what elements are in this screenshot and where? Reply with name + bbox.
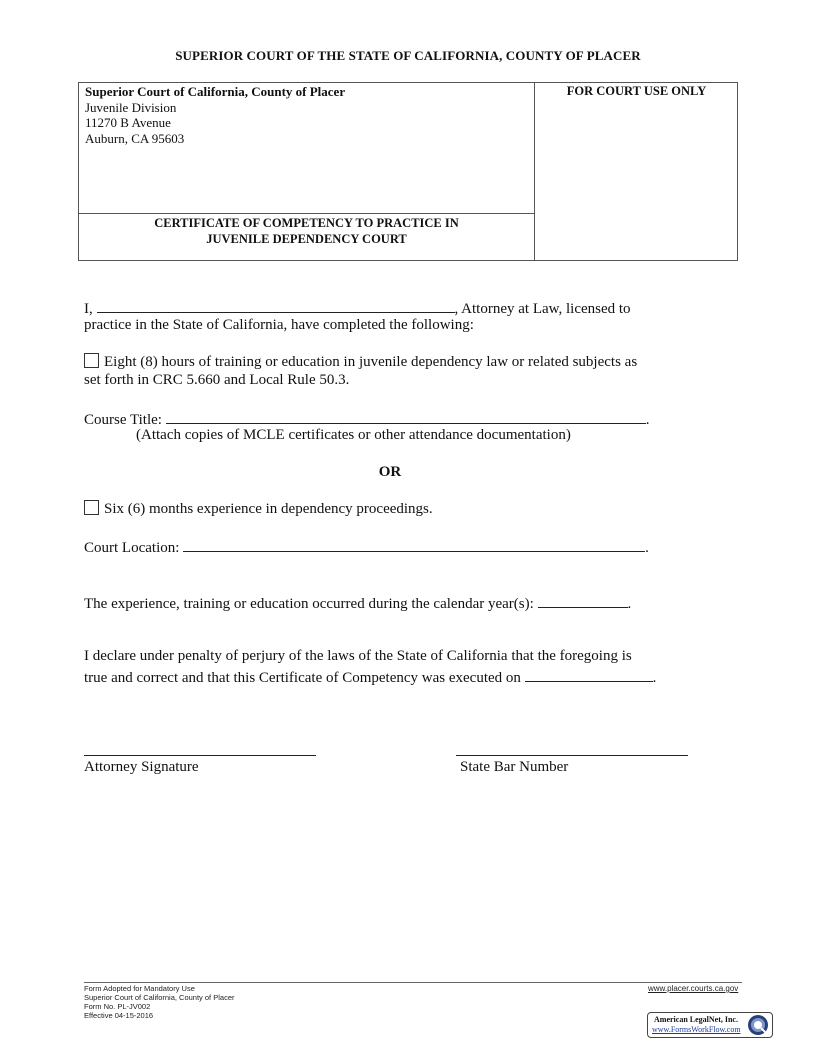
- intro-line-2: practice in the State of California, have completed the following:: [84, 317, 474, 333]
- court-location-line: [84, 537, 649, 557]
- court-heading: SUPERIOR COURT OF THE STATE OF CALIFORNIA, COUNTY OF PLACER: [175, 48, 641, 63]
- option-training-line-2: set forth in CRC 5.660 and Local Rule 50.3.: [84, 372, 350, 388]
- calendar-years-field[interactable]: [538, 593, 628, 608]
- course-title-line: [84, 409, 649, 429]
- form-info-line: Form No. PL-JV002: [84, 1002, 151, 1011]
- period: .: [627, 596, 632, 612]
- publisher-name: American LegalNet, Inc.: [654, 1015, 738, 1024]
- training-checkbox[interactable]: [84, 353, 99, 368]
- intro-suffix: , Attorney at Law, licensed to: [454, 301, 631, 317]
- option-experience: [84, 500, 433, 518]
- declaration-line-1: I declare under penalty of perjury of the laws of the State of California that the foregoing is: [84, 648, 632, 664]
- publisher-logo-icon: [747, 1014, 769, 1036]
- option-experience-text: Six (6) months experience in dependency proceedings.: [104, 501, 433, 517]
- course-title-field[interactable]: [166, 409, 646, 424]
- attorney-signature-label: Attorney Signature: [84, 759, 199, 775]
- option-training: [84, 353, 637, 371]
- certificate-title-line: JUVENILE DEPENDENCY COURT: [206, 232, 407, 246]
- court-address-cell: [79, 83, 535, 214]
- address-line: Juvenile Division: [85, 99, 177, 115]
- declaration-text: true and correct and that this Certificate of Competency was executed on: [84, 670, 521, 686]
- address-line: 11270 B Avenue: [85, 115, 171, 130]
- attach-note: (Attach copies of MCLE certificates or other attendance documentation): [136, 427, 571, 443]
- form-info-line: Superior Court of California, County of Placer: [84, 993, 235, 1002]
- state-bar-number-label: State Bar Number: [460, 759, 569, 775]
- attorney-name-field[interactable]: [97, 298, 455, 313]
- period: .: [652, 670, 657, 686]
- years-text: The experience, training or education occurred during the calendar year(s):: [84, 596, 534, 612]
- caption-box: [78, 82, 738, 261]
- court-location-field[interactable]: [183, 537, 645, 552]
- or-separator: OR: [378, 464, 402, 480]
- period: .: [645, 412, 650, 428]
- form-info-line: Effective 04-15-2016: [84, 1011, 154, 1020]
- address-line: Auburn, CA 95603: [85, 130, 185, 146]
- form-info-line: Form Adopted for Mandatory Use: [84, 984, 195, 993]
- court-location-label: Court Location:: [84, 540, 180, 556]
- attorney-signature-field[interactable]: [84, 755, 316, 756]
- publisher-link[interactable]: www.FormsWorkFlow.com: [652, 1025, 741, 1034]
- declaration-line-2: [84, 667, 656, 687]
- intro-line: [84, 298, 631, 318]
- court-use-only-label: FOR COURT USE ONLY: [566, 84, 707, 98]
- experience-checkbox[interactable]: [84, 500, 99, 515]
- certificate-title-line: CERTIFICATE OF COMPETENCY TO PRACTICE IN: [154, 216, 459, 230]
- court-name: Superior Court of California, County of Placer: [85, 84, 346, 99]
- state-bar-number-field[interactable]: [456, 755, 688, 756]
- footer-rule: [84, 982, 742, 983]
- court-website-link[interactable]: www.placer.courts.ca.gov: [648, 984, 739, 993]
- option-training-text: Eight (8) hours of training or education in juvenile dependency law or related subjects as: [104, 354, 638, 370]
- intro-prefix: I,: [84, 301, 93, 317]
- form-info: [84, 984, 235, 1020]
- publisher-badge[interactable]: [647, 1012, 773, 1038]
- execution-date-field[interactable]: [525, 667, 653, 682]
- period: .: [645, 540, 649, 556]
- course-title-label: Course Title:: [84, 412, 162, 428]
- years-line: [84, 593, 631, 613]
- certificate-title: [79, 214, 535, 261]
